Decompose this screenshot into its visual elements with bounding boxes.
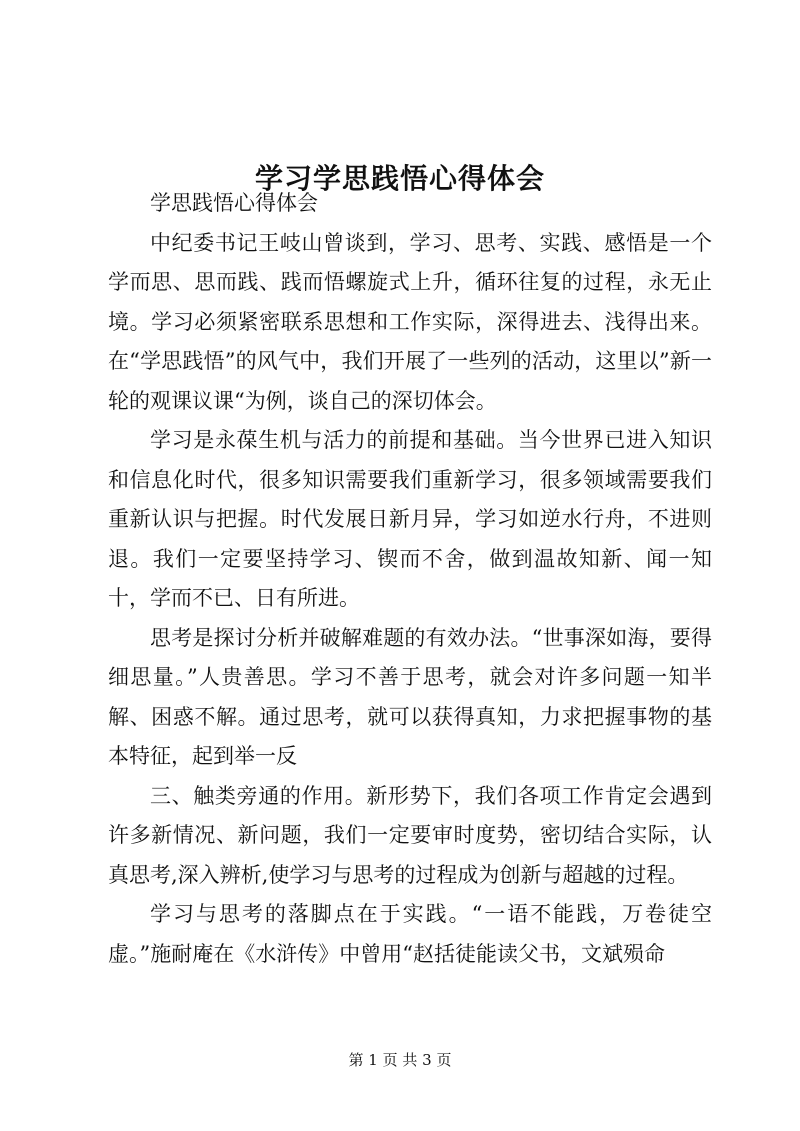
page-number-footer: 第 1 页 共 3 页 [348, 1051, 452, 1069]
practice-paragraph: 学习与思考的落脚点在于实践。“一语不能践，万卷徒空虚。”施耐庵在《水浒传》中曾用“赵括徒能读父书，文斌殒命 [108, 902, 712, 966]
thinking-paragraph: 思考是探讨分析并破解难题的有效办法。“世事深如海，要得细思量。”人贵善思。学习不善于思考，就会对许多问题一知半解、困惑不解。通过思考，就可以获得真知，力求把握事物的基本特征，起到举一反 [108, 625, 712, 768]
document-body [108, 184, 712, 974]
analogy-paragraph: 三、触类旁通的作用。新形势下，我们各项工作肯定会遇到许多新情况、新问题，我们一定要审时度势，密切结合实际，认真思考,深入辨析,使学习与思考的过程成为创新与超越的过程。 [108, 783, 712, 887]
intro-paragraph: 中纪委书记王岐山曾谈到，学习、思考、实践、感悟是一个学而思、思而践、践而悟螺旋式上升，循环往复的过程，永无止境。学习必须紧密联系思想和工作实际，深得进去、浅得出来。在“学思践悟”的风气中，我们开展了一些列的活动，这里以”新一轮的观课议课“为例，谈自己的深切体会。 [108, 230, 712, 413]
subtitle-paragraph: 学思践悟心得体会 [150, 191, 318, 215]
learning-paragraph: 学习是永葆生机与活力的前提和基础。当今世界已进入知识和信息化时代，很多知识需要我们重新学习，很多领域需要我们重新认识与把握。时代发展日新月异，学习如逆水行舟，不进则退。我们一定要坚持学习、锲而不舍，做到温故知新、闻一知十，学而不已、日有所进。 [108, 428, 712, 610]
document-title: 学习学思践悟心得体会 [254, 161, 545, 195]
